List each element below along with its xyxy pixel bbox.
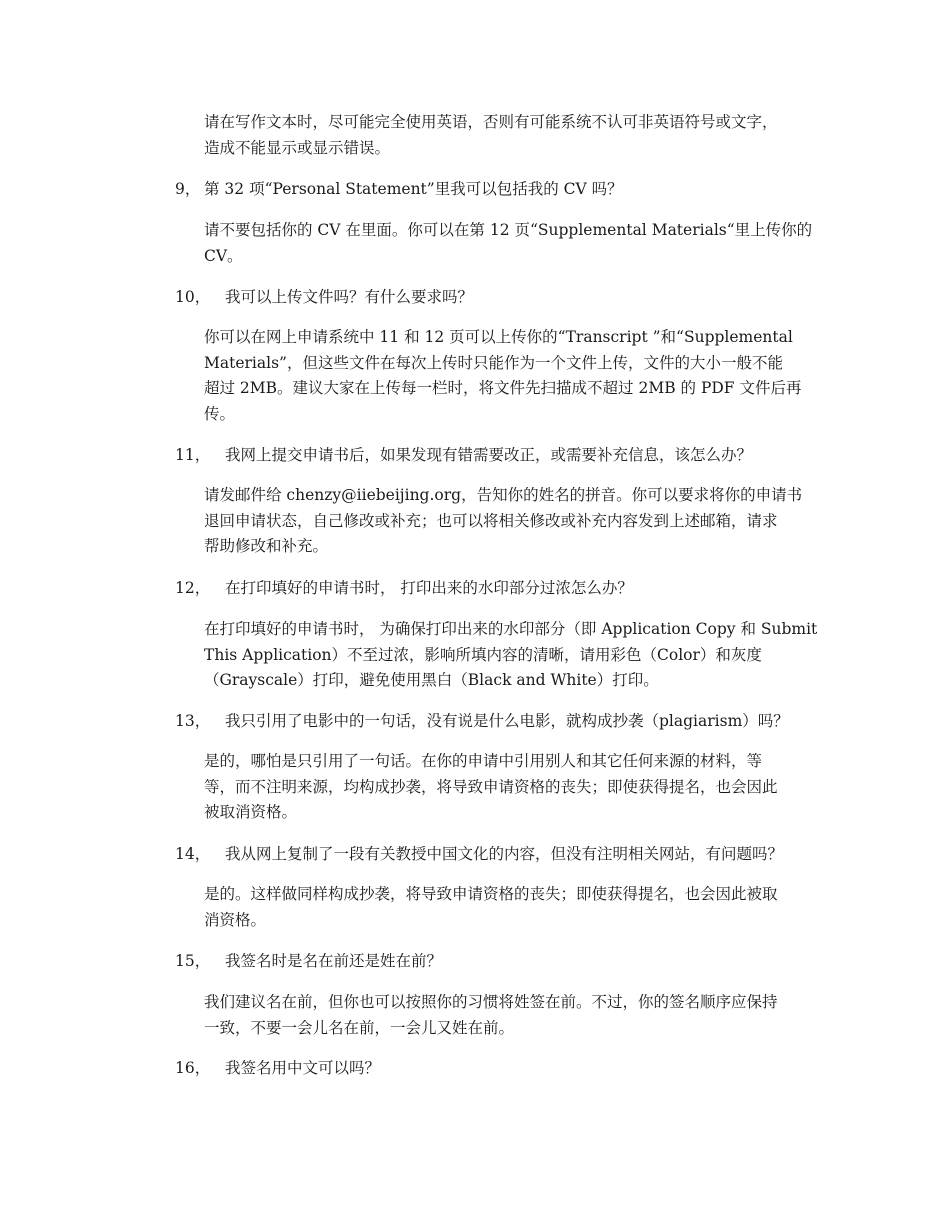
faq-answer: [204, 882, 840, 933]
question-text: 我只引用了电影中的一句话，没有说是什么电影，就构成抄袭（plagiarism）吗？: [225, 712, 789, 730]
answer-line: （Grayscale）打印，避免使用黑白（Black and White）打印。: [204, 671, 659, 689]
faq-question: [175, 177, 835, 202]
faq-question: [175, 443, 835, 468]
answer-line: 在打印填好的申请书时， 为确保打印出来的水印部分（即 Application Copy 和 Submit: [204, 620, 818, 638]
faq-question: [175, 842, 835, 867]
answer-line: 请在写作文本时，尽可能完全使用英语，否则有可能系统不认可非英语符号或文字，: [204, 113, 778, 131]
faq-question: [175, 1056, 835, 1081]
faq-question: [175, 285, 835, 310]
faq-answer: [204, 325, 840, 427]
answer-line: 超过 2MB。建议大家在上传每一栏时，将文件先扫描成不超过 2MB 的 PDF 文件后再: [204, 379, 802, 397]
question-number: 9，: [175, 180, 201, 198]
faq-answer: [204, 749, 840, 826]
answer-line: 一致，不要一会儿名在前，一会儿又姓在前。: [204, 1018, 515, 1037]
answer-line: 是的，哪怕是只引用了一句话。在你的申请中引用别人和其它任何来源的材料，等: [204, 752, 763, 770]
question-text: 在打印填好的申请书时， 打印出来的水印部分过浓怎么办？: [225, 579, 633, 597]
faq-answer: [204, 483, 840, 560]
answer-line: 你可以在网上申请系统中 11 和 12 页可以上传你的“Transcript ”和“Supplemental: [204, 328, 793, 346]
faq-question: [175, 709, 835, 734]
answer-line: 我们建议名在前，但你也可以按照你的习惯将姓签在前。不过，你的签名顺序应保持: [204, 993, 778, 1011]
question-number: 16，: [175, 1059, 211, 1077]
answer-line: 消资格。: [204, 910, 267, 929]
question-text: 我可以上传文件吗？有什么要求吗？: [225, 288, 474, 306]
question-number: 12，: [175, 579, 211, 597]
question-number: 13，: [175, 712, 211, 730]
answer-line: 帮助修改和补充。: [204, 537, 329, 555]
faq-answer: [204, 218, 840, 269]
answer-line: 造成不能显示或显示错误。: [204, 138, 391, 157]
answer-line: 请发邮件给 chenzy@iiebeijing.org，告知你的姓名的拼音。你可以要求将你的申请书: [204, 486, 803, 504]
question-text: 我签名用中文可以吗？: [225, 1059, 381, 1077]
answer-line: 是的。这样做同样构成抄袭，将导致申请资格的丧失；即使获得提名，也会因此被取: [204, 885, 778, 903]
answer-line: 请不要包括你的 CV 在里面。你可以在第 12 页“Supplemental Materials“里上传你的: [204, 221, 813, 239]
faq-answer: [204, 110, 840, 161]
answer-line: 传。: [204, 404, 236, 423]
question-number: 14，: [175, 845, 211, 863]
answer-line: 等，而不注明来源，均构成抄袭，将导致申请资格的丧失；即使获得提名，也会因此: [204, 777, 778, 796]
question-number: 11，: [175, 446, 211, 464]
question-text: 第 32 项“Personal Statement”里我可以包括我的 CV 吗？: [204, 180, 623, 198]
faq-answer: [204, 617, 840, 694]
answer-line: This Application）不至过浓，影响所填内容的清晰，请用彩色（Color）和灰度: [204, 645, 762, 664]
question-number: 15，: [175, 952, 211, 970]
answer-line: CV。: [204, 246, 243, 265]
answer-line: 退回申请状态，自己修改或补充；也可以将相关修改或补充内容发到上述邮箱，请求: [204, 511, 778, 530]
question-text: 我签名时是名在前还是姓在前？: [225, 952, 443, 970]
answer-line: Materials”，但这些文件在每次上传时只能作为一个文件上传，文件的大小一般不能: [204, 353, 783, 372]
question-text: 我从网上复制了一段有关教授中国文化的内容，但没有注明相关网站，有问题吗？: [225, 845, 784, 863]
question-text: 我网上提交申请书后，如果发现有错需要改正，或需要补充信息，该怎么办？: [225, 446, 753, 464]
faq-question: [175, 949, 835, 974]
faq-question: [175, 576, 835, 601]
answer-line: 被取消资格。: [204, 803, 298, 821]
faq-answer: [204, 990, 840, 1041]
question-number: 10，: [175, 288, 211, 306]
